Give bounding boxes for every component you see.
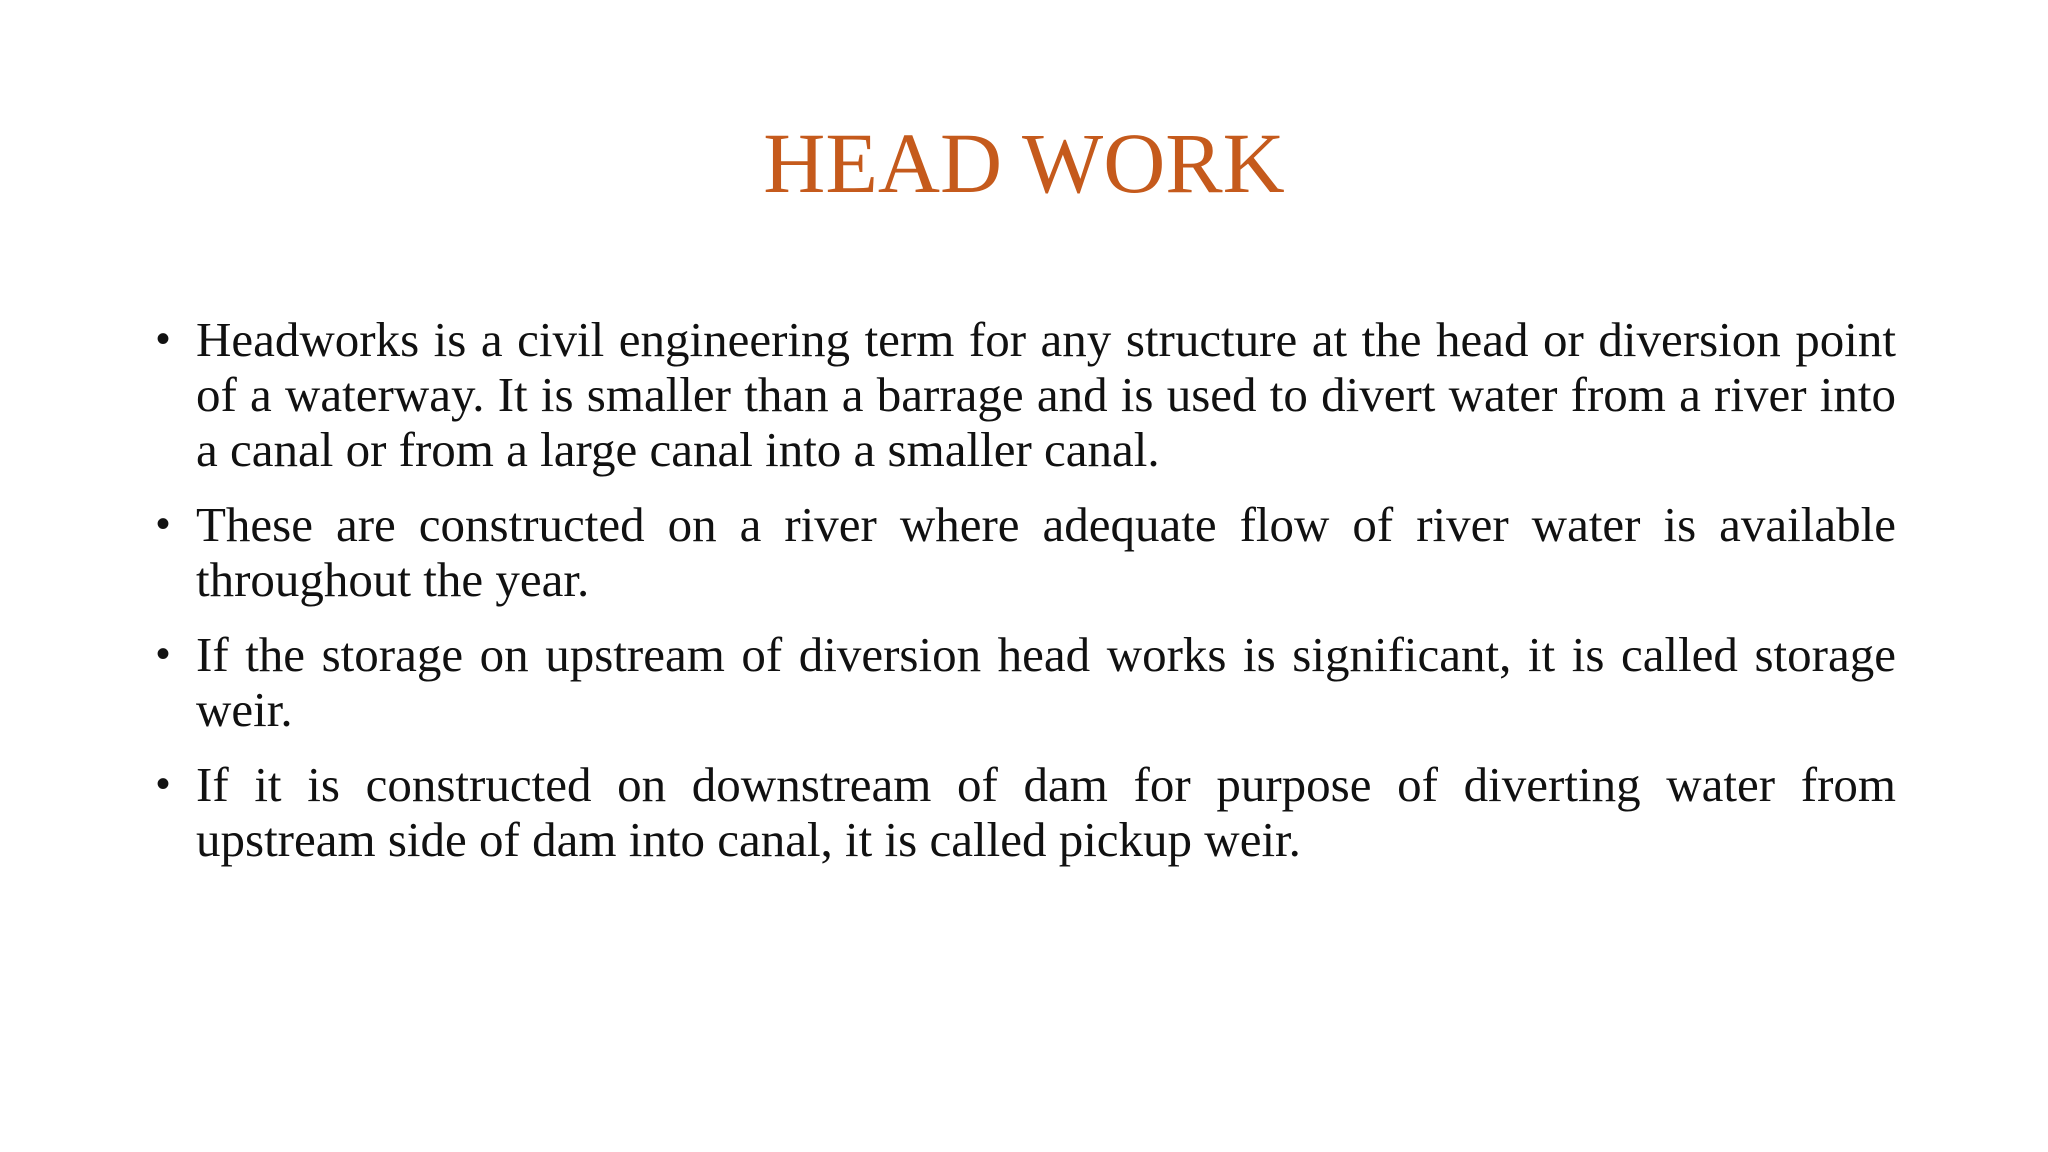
bullet-item xyxy=(156,497,1896,607)
bullet-item xyxy=(156,312,1896,477)
bullet-text: These are constructed on a river where adequate flow of river water is available throughout the year. xyxy=(196,497,1896,607)
bullet-dot-icon: • xyxy=(156,762,171,806)
bullet-list xyxy=(156,312,1896,887)
bullet-text: If the storage on upstream of diversion head works is significant, it is called storage weir. xyxy=(196,627,1896,737)
bullet-item xyxy=(156,627,1896,737)
bullet-item xyxy=(156,757,1896,867)
slide-title: HEAD WORK xyxy=(763,115,1285,211)
bullet-dot-icon: • xyxy=(156,502,171,546)
bullet-dot-icon: • xyxy=(156,317,171,361)
bullet-text: Headworks is a civil engineering term for any structure at the head or diversion point of a waterway. It is smaller than a barrage and is used to divert water from a river into a canal or from a large canal into a smaller canal. xyxy=(196,312,1896,477)
bullet-dot-icon: • xyxy=(156,632,171,676)
bullet-text: If it is constructed on downstream of dam for purpose of diverting water from upstream side of dam into canal, it is called pickup weir. xyxy=(196,757,1896,867)
